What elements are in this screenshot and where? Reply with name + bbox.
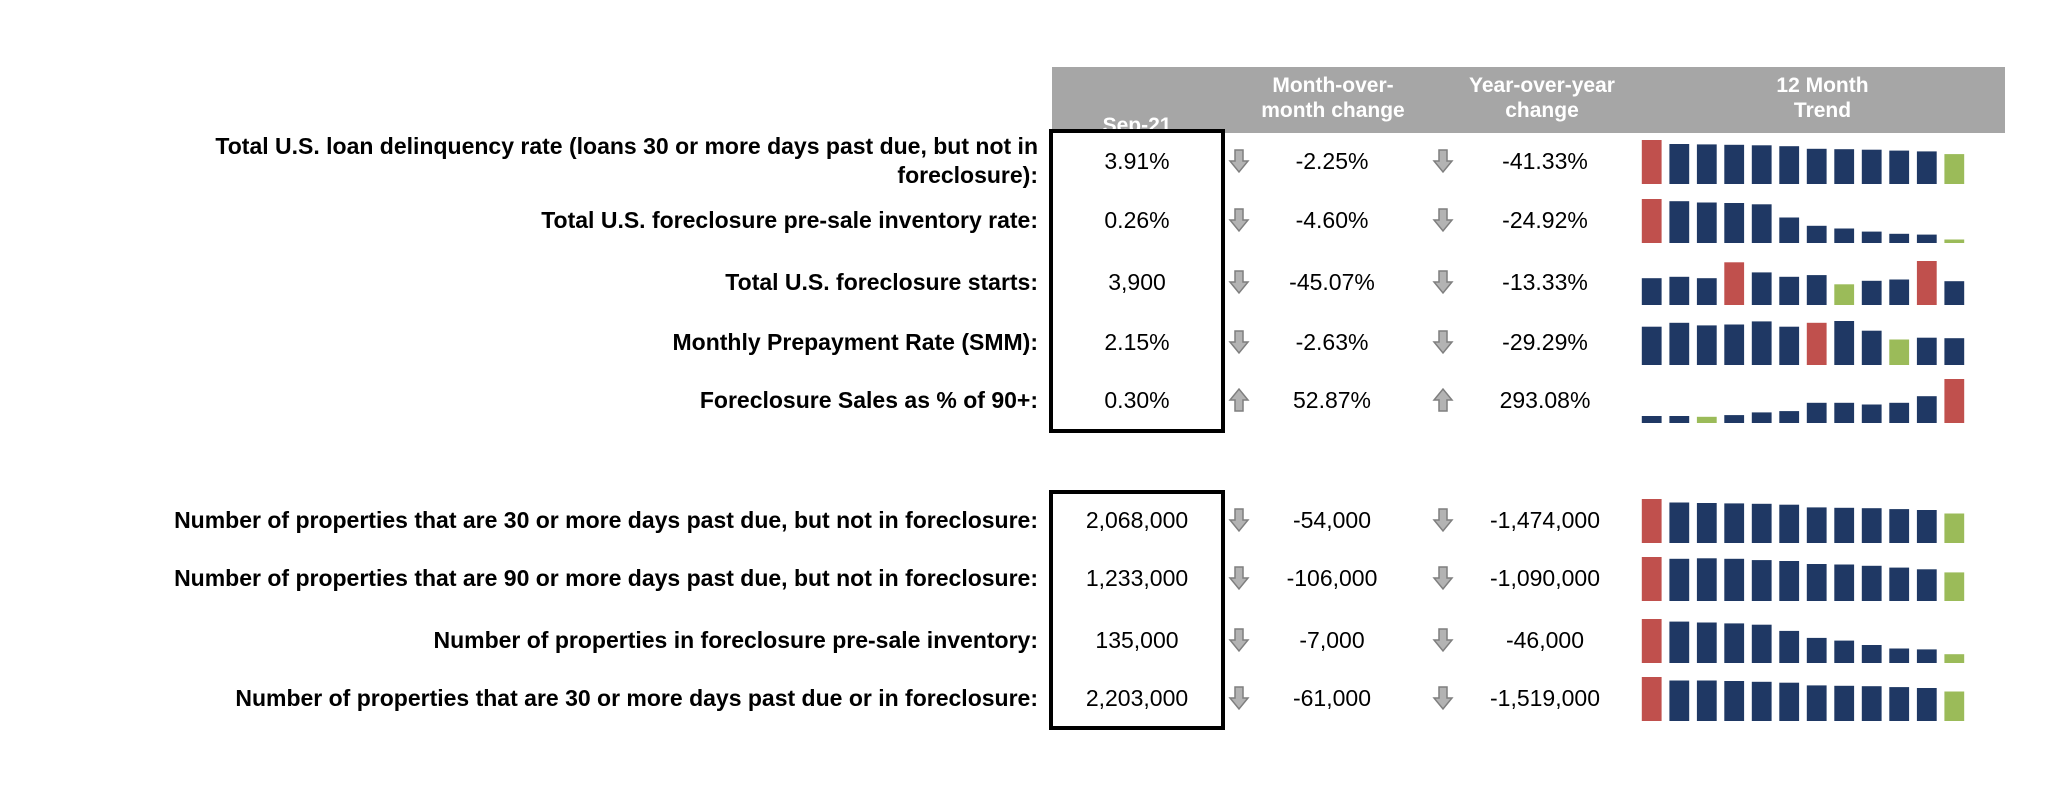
period-value: 2,203,000: [1085, 685, 1189, 711]
trend-bar: [1862, 405, 1882, 424]
trend-bar: [1752, 204, 1772, 243]
arrow-down-icon: [1228, 207, 1250, 233]
yoy-change-value: -1,090,000: [1490, 565, 1600, 591]
trend-bar: [1697, 681, 1717, 722]
metric-label: [38, 268, 1038, 297]
metric-label: [38, 386, 1038, 415]
metric-label-line1: Number of properties that are 30 or more days past due or in foreclosure:: [235, 685, 1038, 711]
trend-bar: [1917, 510, 1937, 543]
period-value: 135,000: [1095, 627, 1179, 653]
trend-sparkline: [1638, 319, 1968, 365]
trend-bar: [1862, 686, 1882, 721]
trend-bar: [1889, 280, 1909, 306]
trend-bar: [1889, 403, 1909, 423]
arrow-down-icon: [1228, 507, 1250, 533]
trend-bar: [1642, 199, 1662, 243]
trend-bar: [1917, 688, 1937, 721]
metric-label: [38, 206, 1038, 235]
metric-label-line1: Number of properties that are 30 or more days past due, but not in foreclosure:: [174, 507, 1038, 533]
trend-bar: [1917, 649, 1937, 663]
trend-bar: [1779, 561, 1799, 601]
metric-label-line2: foreclosure):: [897, 162, 1038, 188]
trend-bar: [1834, 565, 1854, 602]
trend-bar: [1807, 507, 1827, 543]
trend-bar: [1724, 559, 1744, 601]
trend-bar: [1779, 146, 1799, 184]
header-trend: [1640, 67, 2005, 133]
trend-bar: [1669, 323, 1689, 365]
arrow-down-icon: [1228, 329, 1250, 355]
trend-bar: [1862, 150, 1882, 184]
trend-bar: [1669, 622, 1689, 663]
trend-bar: [1724, 623, 1744, 663]
trend-bar: [1807, 685, 1827, 721]
trend-bar: [1752, 504, 1772, 543]
arrow-down-icon: [1228, 685, 1250, 711]
trend-bar: [1779, 218, 1799, 244]
mom-change-value: -106,000: [1286, 565, 1378, 591]
trend-bar: [1779, 505, 1799, 543]
trend-bar: [1834, 229, 1854, 244]
trend-bar: [1669, 559, 1689, 601]
mom-change-value: -7,000: [1299, 627, 1365, 653]
trend-bar: [1917, 235, 1937, 243]
header-mom-line1: Month-over-: [1272, 74, 1394, 97]
trend-sparkline: [1638, 617, 1968, 663]
trend-bar: [1889, 568, 1909, 601]
period-value: 2.15%: [1104, 329, 1170, 355]
yoy-change-value: -41.33%: [1502, 148, 1588, 174]
trend-bar: [1944, 154, 1964, 184]
arrow-down-icon: [1432, 627, 1454, 653]
trend-bar: [1944, 338, 1964, 365]
header-yoy: [1444, 67, 1640, 133]
trend-bar: [1889, 509, 1909, 543]
metric-label-line1: Foreclosure Sales as % of 90+:: [699, 387, 1038, 413]
trend-sparkline: [1638, 377, 1968, 423]
trend-bar: [1669, 416, 1689, 423]
trend-bar: [1834, 321, 1854, 365]
arrow-down-icon: [1432, 685, 1454, 711]
trend-bar: [1917, 569, 1937, 601]
trend-bar: [1642, 327, 1662, 365]
trend-bar: [1944, 654, 1964, 663]
metric-label-line1: Total U.S. foreclosure pre-sale inventory rate:: [541, 207, 1038, 233]
trend-bar: [1642, 557, 1662, 601]
trend-bar: [1724, 262, 1744, 305]
trend-bar: [1862, 645, 1882, 663]
trend-bar: [1834, 149, 1854, 184]
trend-bar: [1862, 331, 1882, 365]
trend-bar: [1889, 340, 1909, 366]
trend-bar: [1807, 149, 1827, 184]
header-mom-line2: month change: [1261, 99, 1405, 122]
trend-bar: [1807, 323, 1827, 365]
header-yoy-line1: Year-over-year: [1469, 74, 1615, 97]
yoy-change-value: -24.92%: [1502, 207, 1588, 233]
trend-bar: [1779, 631, 1799, 663]
mom-change-value: -2.63%: [1295, 329, 1369, 355]
header-trend-line2: Trend: [1793, 99, 1852, 122]
trend-sparkline: [1638, 497, 1968, 543]
yoy-change-value: -46,000: [1505, 627, 1584, 653]
trend-bar: [1697, 144, 1717, 184]
header-mom: [1222, 67, 1444, 133]
period-value: 2,068,000: [1085, 507, 1189, 533]
trend-bar: [1862, 508, 1882, 543]
trend-bar: [1642, 619, 1662, 663]
trend-bar: [1642, 677, 1662, 721]
trend-bar: [1889, 687, 1909, 721]
trend-bar: [1944, 379, 1964, 423]
trend-bar: [1669, 144, 1689, 184]
trend-bar: [1669, 277, 1689, 305]
period-value: 3,900: [1108, 269, 1166, 295]
trend-sparkline: [1638, 555, 1968, 601]
trend-bar: [1724, 203, 1744, 243]
metric-label: [38, 506, 1038, 535]
arrow-down-icon: [1432, 507, 1454, 533]
metric-label-line1: Total U.S. foreclosure starts:: [725, 269, 1038, 295]
period-value: 3.91%: [1104, 148, 1170, 174]
trend-sparkline: [1638, 259, 1968, 305]
arrow-down-icon: [1432, 148, 1454, 174]
metric-label: [38, 328, 1038, 357]
trend-bar: [1779, 327, 1799, 365]
header-yoy-line2: change: [1505, 99, 1579, 122]
trend-sparkline: [1638, 675, 1968, 721]
metric-label-line1: Total U.S. loan delinquency rate (loans 30 or more days past due, but not in: [215, 133, 1038, 159]
trend-sparkline: [1638, 138, 1968, 184]
period-value: 0.30%: [1104, 387, 1170, 413]
trend-bar: [1834, 403, 1854, 423]
yoy-change-value: -29.29%: [1502, 329, 1588, 355]
mom-change-value: 52.87%: [1292, 387, 1371, 413]
trend-bar: [1697, 203, 1717, 244]
trend-bar: [1779, 411, 1799, 423]
trend-bar: [1697, 278, 1717, 305]
header-period: [1052, 67, 1222, 137]
yoy-change-value: -1,474,000: [1490, 507, 1600, 533]
arrow-up-icon: [1432, 387, 1454, 413]
trend-bar: [1642, 140, 1662, 184]
trend-bar: [1944, 514, 1964, 544]
yoy-change-value: -13.33%: [1502, 269, 1588, 295]
period-value: 0.26%: [1104, 207, 1170, 233]
period-value: 1,233,000: [1085, 565, 1189, 591]
trend-bar: [1862, 281, 1882, 305]
trend-bar: [1917, 261, 1937, 305]
trend-bar: [1834, 686, 1854, 721]
trend-bar: [1944, 572, 1964, 601]
trend-bar: [1724, 415, 1744, 423]
yoy-change-value: -1,519,000: [1490, 685, 1600, 711]
trend-bar: [1752, 272, 1772, 305]
trend-bar: [1917, 151, 1937, 184]
trend-sparkline: [1638, 197, 1968, 243]
trend-bar: [1944, 240, 1964, 244]
trend-bar: [1834, 641, 1854, 663]
trend-bar: [1752, 625, 1772, 663]
yoy-change-value: 293.08%: [1499, 387, 1591, 413]
arrow-down-icon: [1228, 148, 1250, 174]
trend-bar: [1752, 682, 1772, 721]
trend-bar: [1697, 417, 1717, 423]
trend-bar: [1752, 321, 1772, 365]
arrow-down-icon: [1228, 269, 1250, 295]
trend-bar: [1697, 558, 1717, 601]
trend-bar: [1779, 277, 1799, 305]
trend-bar: [1724, 145, 1744, 184]
trend-bar: [1642, 499, 1662, 543]
header-trend-line1: 12 Month: [1776, 74, 1869, 97]
trend-bar: [1807, 226, 1827, 243]
trend-bar: [1642, 278, 1662, 305]
mom-change-value: -61,000: [1292, 685, 1371, 711]
arrow-down-icon: [1432, 329, 1454, 355]
metric-label: [38, 132, 1038, 190]
metric-label: [38, 564, 1038, 593]
trend-bar: [1834, 284, 1854, 305]
arrow-down-icon: [1228, 627, 1250, 653]
arrow-down-icon: [1432, 207, 1454, 233]
metric-label: [38, 684, 1038, 713]
trend-bar: [1724, 503, 1744, 543]
trend-bar: [1889, 649, 1909, 664]
header-period-label: Sep-21: [1102, 114, 1172, 137]
trend-bar: [1724, 681, 1744, 721]
arrow-down-icon: [1432, 269, 1454, 295]
trend-bar: [1752, 412, 1772, 423]
trend-bar: [1807, 403, 1827, 423]
trend-bar: [1752, 560, 1772, 601]
trend-bar: [1697, 503, 1717, 543]
metric-label-line1: Monthly Prepayment Rate (SMM):: [672, 329, 1038, 355]
trend-bar: [1697, 623, 1717, 664]
metric-label: [38, 626, 1038, 655]
trend-bar: [1669, 503, 1689, 544]
trend-bar: [1944, 281, 1964, 305]
trend-bar: [1669, 201, 1689, 243]
trend-bar: [1917, 338, 1937, 365]
trend-bar: [1752, 145, 1772, 184]
trend-bar: [1779, 683, 1799, 721]
metric-label-line1: Number of properties that are 90 or more days past due, but not in foreclosure:: [174, 565, 1038, 591]
arrow-up-icon: [1228, 387, 1250, 413]
trend-bar: [1807, 638, 1827, 663]
mom-change-value: -54,000: [1292, 507, 1371, 533]
trend-bar: [1917, 396, 1937, 423]
trend-bar: [1669, 681, 1689, 722]
metric-label-line1: Number of properties in foreclosure pre-sale inventory:: [433, 627, 1038, 653]
trend-bar: [1944, 692, 1964, 722]
trend-bar: [1697, 325, 1717, 365]
mom-change-value: -2.25%: [1295, 148, 1369, 174]
trend-bar: [1834, 508, 1854, 543]
arrow-down-icon: [1432, 565, 1454, 591]
trend-bar: [1889, 151, 1909, 184]
trend-bar: [1642, 416, 1662, 423]
trend-bar: [1724, 325, 1744, 366]
trend-bar: [1889, 234, 1909, 243]
trend-bar: [1807, 275, 1827, 305]
arrow-down-icon: [1228, 565, 1250, 591]
trend-bar: [1862, 232, 1882, 243]
mom-change-value: -45.07%: [1289, 269, 1375, 295]
trend-bar: [1862, 566, 1882, 601]
mom-change-value: -4.60%: [1295, 207, 1369, 233]
trend-bar: [1807, 564, 1827, 601]
